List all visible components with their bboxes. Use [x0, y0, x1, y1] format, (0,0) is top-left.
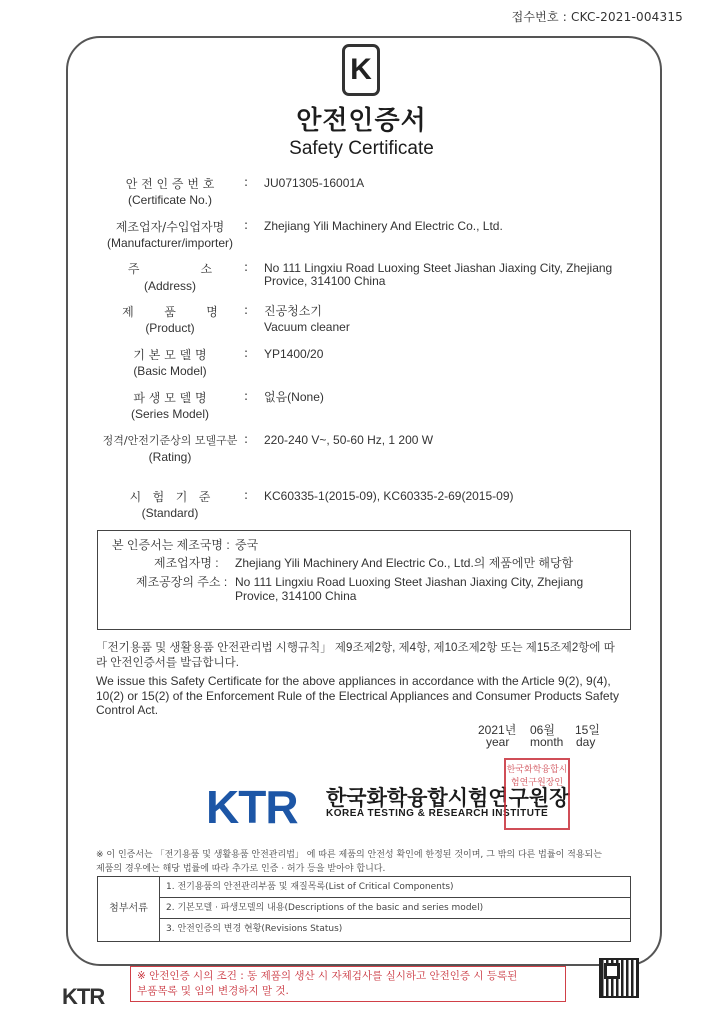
- colon: :: [244, 303, 249, 317]
- product-value-en: Vacuum cleaner: [264, 320, 350, 334]
- condition-box: [130, 966, 566, 1002]
- receipt-number: 접수번호 : CKC-2021-004315: [511, 10, 683, 24]
- factory-value-line2: Provice, 314100 China: [235, 589, 357, 603]
- note-line1: ※ 이 인증서는 「전기용품 및 생활용품 안전관리법」 에 따른 제품의 안전성 확인에 한정된 것이며, 그 밖의 다른 법률이 적용되는: [96, 850, 602, 860]
- manufacturer-value: Zhejiang Yili Machinery And Electric Co., Ltd.: [264, 219, 503, 233]
- origin-box: [97, 530, 631, 630]
- kc-mark-icon: K: [342, 44, 380, 96]
- maker-label: 제조업자명 :: [154, 556, 219, 570]
- date-year-en: year: [486, 735, 510, 749]
- date-month-en: month: [530, 735, 564, 749]
- date-year: 2021년: [478, 723, 517, 737]
- field-label-ko: 제 품 명: [122, 305, 218, 319]
- condition-line1: ※ 안전인증 시의 조건 : 동 제품의 생산 시 자체검사를 실시하고 안전인증 시 등록된: [137, 970, 518, 982]
- note-line2: 제품의 경우에는 해당 법률에 따라 추가로 인증 · 허가 등을 받아야 합니다.: [96, 864, 386, 874]
- colon: :: [244, 175, 249, 189]
- date-day-en: day: [576, 735, 596, 749]
- issuer-name-en: KOREA TESTING & RESEARCH INSTITUTE: [326, 808, 549, 819]
- field-label-en: (Standard): [141, 506, 199, 520]
- title-korean: 안전인증서: [296, 106, 427, 136]
- field-label-ko: 정격/안전기준상의 모델구분: [102, 434, 238, 447]
- attachments-table: [97, 876, 631, 942]
- field-label-en: (Series Model): [130, 407, 210, 421]
- factory-label: 제조공장의 주소 :: [136, 575, 228, 589]
- field-label-en: (Address): [143, 279, 196, 293]
- ktr-logo-r: R: [265, 781, 298, 833]
- attachments-label: 첨부서류: [98, 877, 160, 941]
- colon: :: [244, 432, 249, 446]
- rating-value: 220-240 V~, 50-60 Hz, 1 200 W: [264, 433, 434, 447]
- ktr-logo: [206, 780, 298, 834]
- factory-value: No 111 Lingxiu Road Luoxing Steet Jiashan Jiaxing City, Zhejiang: [235, 575, 584, 589]
- field-label-en: (Rating): [148, 450, 192, 464]
- field-label-en: (Manufacturer/importer): [106, 236, 234, 250]
- footer-ktr-logo: KTR: [62, 984, 105, 1009]
- field-label-en: (Product): [145, 321, 195, 335]
- certificate-no-value: JU071305-16001A: [264, 176, 365, 190]
- standard-value: KC60335-1(2015-09), KC60335-2-69(2015-09): [264, 489, 514, 503]
- statement-ko-line1: 「전기용품 및 생활용품 안전관리법 시행규칙」 제9조제2항, 제4항, 제10조제2항 또는 제15조제2항에 따: [96, 642, 615, 654]
- condition-line2: 부품목록 및 임의 변경하지 말 것.: [137, 985, 289, 997]
- field-label-ko: 기 본 모 델 명: [133, 348, 207, 362]
- official-seal: 한국화학융합시험연구원장인: [504, 758, 570, 830]
- field-label-ko: 주 소: [127, 262, 213, 276]
- series-model-value: 없음(None): [264, 390, 324, 404]
- date-day: 15일: [575, 723, 600, 737]
- colon: :: [244, 260, 249, 274]
- statement-en: We issue this Safety Certificate for the above appliances in accordance with the Article 9(2), 9(4), 10(2) or 15(2) of the Enforcement Rule of the Electrical Appliances and Consumer Products Safety Control Act.: [96, 674, 619, 717]
- field-label-ko: 파 생 모 델 명: [133, 391, 207, 405]
- field-label-en: (Basic Model): [133, 364, 207, 378]
- field-label-en: (Certificate No.): [127, 193, 213, 207]
- attachment-item: 3. 안전인증의 변경 현황(Revisions Status): [166, 924, 343, 934]
- attachment-item: 2. 기본모델 · 파생모델의 내용(Descriptions of the basic and series model): [160, 898, 630, 919]
- colon: :: [244, 488, 249, 502]
- ktr-logo-kt: KT: [206, 781, 266, 833]
- basic-model-value: YP1400/20: [264, 347, 324, 361]
- title-english: Safety Certificate: [289, 138, 434, 159]
- date-month: 06월: [530, 723, 555, 737]
- field-label-ko: 시 험 기 준: [129, 490, 211, 504]
- statement-ko-line2: 라 안전인증서를 발급합니다.: [96, 657, 239, 669]
- attachment-item: 1. 전기용품의 안전관리부품 및 재질목록(List of Critical Components): [160, 877, 630, 898]
- address-value: No 111 Lingxiu Road Luoxing Steet Jiashan Jiaxing City, Zhejiang: [264, 261, 613, 275]
- address-value-line2: Provice, 314100 China: [264, 274, 386, 288]
- qr-code-icon: [599, 958, 639, 998]
- colon: :: [244, 218, 249, 232]
- issuer-name-ko: 한국화학융합시험연구원장: [326, 786, 570, 810]
- product-value-ko: 진공청소기: [264, 304, 322, 318]
- field-label-ko: 제조업자/수입업자명: [115, 220, 225, 234]
- country-label: 본 인증서는 제조국명 :: [112, 538, 230, 552]
- colon: :: [244, 389, 249, 403]
- maker-value: Zhejiang Yili Machinery And Electric Co., Ltd.의 제품에만 해당함: [235, 556, 574, 570]
- colon: :: [244, 346, 249, 360]
- field-label-ko: 안 전 인 증 번 호: [125, 177, 215, 191]
- country-value: 중국: [235, 538, 259, 552]
